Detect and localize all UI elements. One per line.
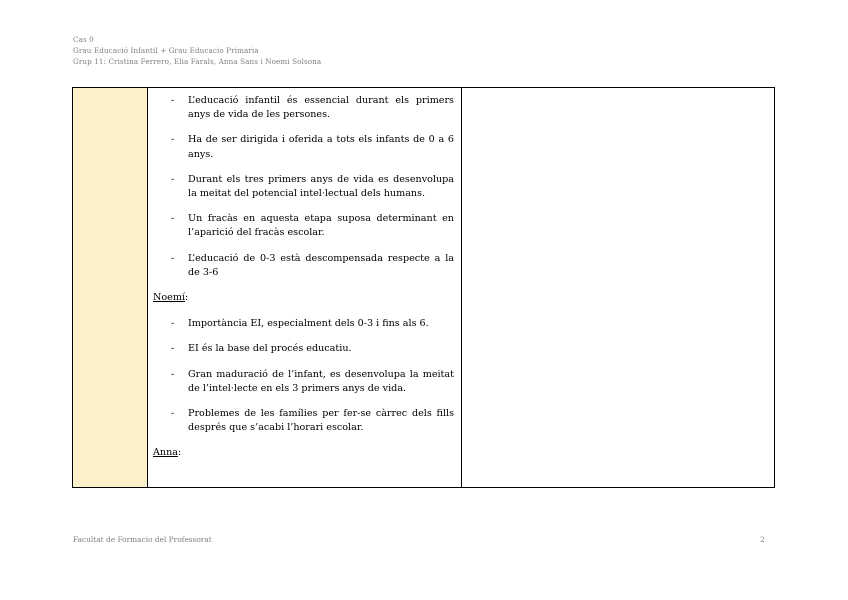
noemi-name: Noemí xyxy=(153,292,186,304)
page-number: 2 xyxy=(760,535,765,544)
table-empty-column xyxy=(462,88,774,487)
first-list xyxy=(153,94,455,280)
document-header xyxy=(73,34,321,67)
anna-name: Anna xyxy=(153,447,179,459)
list-item: - Durant els tres primers anys de vida es desenvolupa la meitat del potencial intel·lectual dels humans. xyxy=(153,173,455,201)
header-course: Cas 0 xyxy=(73,35,94,44)
table-notes-column xyxy=(148,88,462,487)
list-item: - EI és la base del procés educatiu. xyxy=(153,342,455,356)
anna-heading: Anna: xyxy=(153,447,182,459)
list-item: - L’educació infantil és essencial durant els primers anys de vida de les persones. xyxy=(153,94,455,122)
header-group: Grup 11: Cristina Ferrero, Elia Farals, Anna Sans i Noemi Solsona xyxy=(73,57,322,66)
header-degree: Grau Educació Infantil + Grau Educacio Primaria xyxy=(73,46,259,55)
table-label-column xyxy=(73,88,148,487)
list-item: - Problemes de les famílies per fer-se càrrec dels fills després que s’acabi l’horari escolar. xyxy=(153,407,455,435)
content-table xyxy=(72,87,775,488)
list-item: - Un fracàs en aquesta etapa suposa determinant en l’aparició del fracàs escolar. xyxy=(153,212,455,240)
list-item: - Importància EI, especialment dels 0-3 i fins als 6. xyxy=(153,317,455,331)
noemi-heading: Noemí: xyxy=(153,292,189,304)
list-item: - Ha de ser dirigida i oferida a tots els infants de 0 a 6 anys. xyxy=(153,133,455,161)
noemi-list xyxy=(153,317,455,435)
list-item: - Gran maduració de l’infant, es desenvolupa la meitat de l’intel·lecte en els 3 primers anys de vida. xyxy=(153,368,455,396)
list-item: - L’educació de 0-3 està descompensada respecte a la de 3-6 xyxy=(153,252,455,280)
footer-faculty: Facultat de Formacio del Professorat xyxy=(73,535,212,544)
